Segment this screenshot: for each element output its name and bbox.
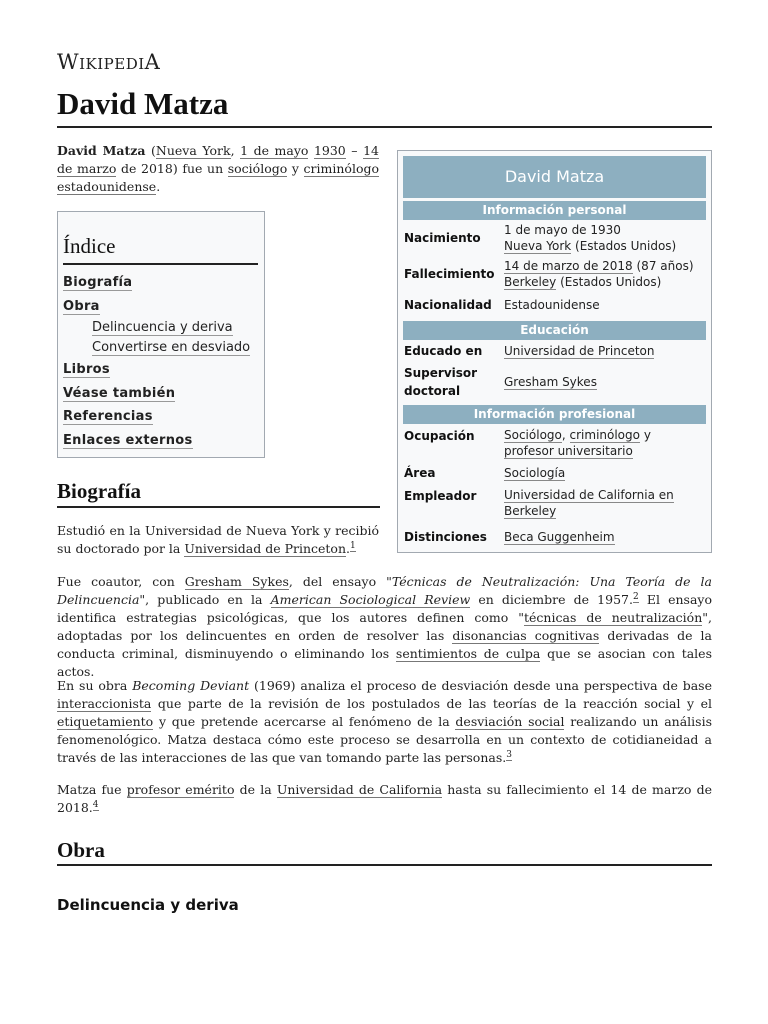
link-profesor-emerito[interactable]: profesor emérito <box>126 782 235 797</box>
link-uc-berkeley-line2[interactable]: Berkeley <box>504 504 557 518</box>
infobox-section-profesional: Información profesional <box>403 405 706 424</box>
infobox-label: Ocupación <box>404 429 475 443</box>
link-death-date[interactable]: 14 de marzo de 2018 <box>504 259 633 273</box>
link-criminologo-infobox[interactable]: criminólogo <box>569 428 640 442</box>
toc-item-referencias[interactable]: Referencias <box>63 409 153 424</box>
infobox-label: Educado en <box>404 344 483 358</box>
link-american-sociological-review[interactable]: American Sociological Review <box>270 592 471 607</box>
infobox-title: David Matza <box>403 156 706 198</box>
link-beca-guggenheim[interactable]: Beca Guggenheim <box>504 530 615 544</box>
toc-subitem-convertirse[interactable]: Convertirse en desviado <box>92 340 251 355</box>
toc-item-biografia[interactable]: Biografía <box>63 275 133 290</box>
book-title-becoming-deviant: Becoming Deviant <box>132 678 250 693</box>
link-sociologo-infobox[interactable]: Sociólogo <box>504 428 562 442</box>
link-gresham-sykes[interactable]: Gresham Sykes <box>184 574 289 589</box>
heading-biografia: Biografía <box>57 479 141 503</box>
link-sociologo[interactable]: sociólogo <box>227 161 288 176</box>
link-disonancias-cognitivas[interactable]: disonancias cognitivas <box>452 628 600 643</box>
reference-3[interactable]: 3 <box>506 749 512 760</box>
link-uc-berkeley-line1[interactable]: Universidad de California en <box>504 488 674 502</box>
link-nueva-york[interactable]: Nueva York <box>155 143 231 158</box>
infobox-value <box>504 529 706 545</box>
link-tecnicas-neutralizacion[interactable]: técnicas de neutralización <box>524 610 703 625</box>
logo-middle-letters: IKIPEDI <box>79 55 145 73</box>
infobox-section-educacion: Educación <box>403 321 706 340</box>
heading-obra: Obra <box>57 838 105 862</box>
infobox-label: Nacimiento <box>404 231 481 245</box>
toc-item-enlaces[interactable]: Enlaces externos <box>63 432 193 448</box>
link-universidad-california[interactable]: Universidad de California <box>276 782 443 797</box>
infobox-row-empleador <box>403 484 706 522</box>
infobox-row-supervisor <box>403 362 706 402</box>
paragraph-biografia-4: Matza fue profesor emérito de la Universidad de California hasta su fallecimiento el 14 de marzo de 2018.$^4$ <box>57 782 712 815</box>
infobox-label: Área <box>404 466 436 480</box>
infobox-row-nacimiento <box>403 220 706 256</box>
link-sociologia[interactable]: Sociología <box>504 466 566 480</box>
infobox <box>397 150 712 553</box>
infobox-row-nacionalidad <box>403 292 706 318</box>
toc-item-libros[interactable]: Libros <box>63 362 110 377</box>
link-birth-day[interactable]: 1 de mayo <box>240 143 309 158</box>
paragraph-biografia-3: En su obra Becoming Deviant (1969) analiza el proceso de desviación desde una perspectiva de base interaccionista que parte de la revisión de los postulados de las teorías de la reacción social y el etiquetamiento y que pretende acercarse al fenómeno de la desviación social realizando un análisis fenomenológico. Matza destaca cómo este proceso se desarrolla en un contexto de cotidianeidad a través de las interacciones de las que van tomando parte las personas.$^3$ <box>57 678 712 765</box>
infobox-value <box>504 374 706 390</box>
reference-1[interactable]: 1 <box>350 540 356 551</box>
infobox-section-personal: Información personal <box>403 201 706 220</box>
infobox-value: Sociólogo, criminólogo y profesor universitario <box>504 428 651 458</box>
reference-4[interactable]: 4 <box>92 799 99 810</box>
infobox-row-ocupacion <box>403 424 706 462</box>
infobox-value: 1 de mayo de 1930 Nueva York (Estados Unidos) <box>504 223 677 253</box>
link-princeton-infobox[interactable]: Universidad de Princeton <box>504 344 655 358</box>
heading-delincuencia-deriva: Delincuencia y deriva <box>57 896 239 914</box>
link-gresham-sykes-infobox[interactable]: Gresham Sykes <box>504 375 597 389</box>
toc-title: Índice <box>63 234 258 265</box>
table-of-contents <box>57 211 265 458</box>
infobox-label: Empleador <box>404 489 477 503</box>
infobox-row-area <box>403 462 706 484</box>
page-title: David Matza <box>57 86 229 121</box>
link-nueva-york-infobox[interactable]: Nueva York <box>504 239 572 253</box>
link-birth-year[interactable]: 1930 <box>313 143 346 158</box>
paragraph-biografia-2: Fue coautor, con Gresham Sykes, del ensayo "Técnicas de Neutralización: Una Teoría de la Delincuencia", publicado en la American Sociological Review en diciembre de 1957.$^2$ El ensayo identifica estrategias psicológicas, que los autores definen como "técnicas de neutralización", adoptadas por los delincuentes en orden de resolver las disonancias cognitivas derivadas de la conducta criminal, disminuyendo o eliminando los sentimientos de culpa que se asocian con tales actos. <box>57 574 713 679</box>
link-desviacion-social[interactable]: desviación social <box>455 714 565 729</box>
toc-item-vease[interactable]: Véase también <box>63 385 176 401</box>
toc-item-obra[interactable]: Obra <box>63 298 100 314</box>
intro-subject-name: David Matza <box>57 143 146 158</box>
essay-title: Técnicas de Neutralización: Una Teoría de la Delincuencia <box>57 574 712 607</box>
reference-2[interactable]: 2 <box>632 591 639 602</box>
link-death-day[interactable]: 14 de marzo <box>57 143 379 176</box>
logo-first-letter: W <box>57 50 80 74</box>
logo-last-letter: A <box>144 50 161 74</box>
link-etiquetamiento[interactable]: etiquetamiento <box>57 714 154 729</box>
link-princeton[interactable]: Universidad de Princeton <box>184 541 347 556</box>
infobox-row-distinciones <box>403 522 706 552</box>
infobox-row-educado <box>403 340 706 362</box>
link-sentimientos-culpa[interactable]: sentimientos de culpa <box>395 646 541 661</box>
link-criminologo[interactable]: criminólogo <box>303 161 379 176</box>
link-estadounidense[interactable]: estadounidense <box>57 179 157 194</box>
infobox-label: Nacionalidad <box>404 298 492 312</box>
toc-subitem-delincuencia[interactable]: Delincuencia y deriva <box>92 320 233 335</box>
infobox-label: Distinciones <box>404 530 487 544</box>
infobox-value <box>504 343 706 359</box>
intro-paragraph: David Matza (Nueva York, 1 de mayo 1930 – 14 de marzo de 2018) fue un sociólogo y criminólogo estadounidense. <box>57 143 379 194</box>
link-profesor-universitario[interactable]: profesor universitario <box>504 444 633 458</box>
link-interaccionista[interactable]: interaccionista <box>57 696 152 711</box>
heading-biografia-rule <box>57 506 380 508</box>
infobox-label: Fallecimiento <box>404 267 495 281</box>
infobox-label: Supervisor doctoral <box>404 366 478 398</box>
infobox-value <box>504 465 706 481</box>
paragraph-biografia-1: Estudió en la Universidad de Nueva York y recibió su doctorado por la Universidad de Princeton.$^1$ <box>57 523 379 556</box>
infobox-row-fallecimiento <box>403 256 706 292</box>
infobox-value <box>504 487 706 519</box>
title-divider <box>57 126 712 128</box>
link-berkeley[interactable]: Berkeley <box>504 275 557 289</box>
infobox-value: 14 de marzo de 2018 (87 años) Berkeley (Estados Unidos) <box>504 259 694 289</box>
heading-obra-rule <box>57 864 712 866</box>
infobox-value: Estadounidense <box>504 298 600 312</box>
wikipedia-logo[interactable] <box>57 50 160 74</box>
